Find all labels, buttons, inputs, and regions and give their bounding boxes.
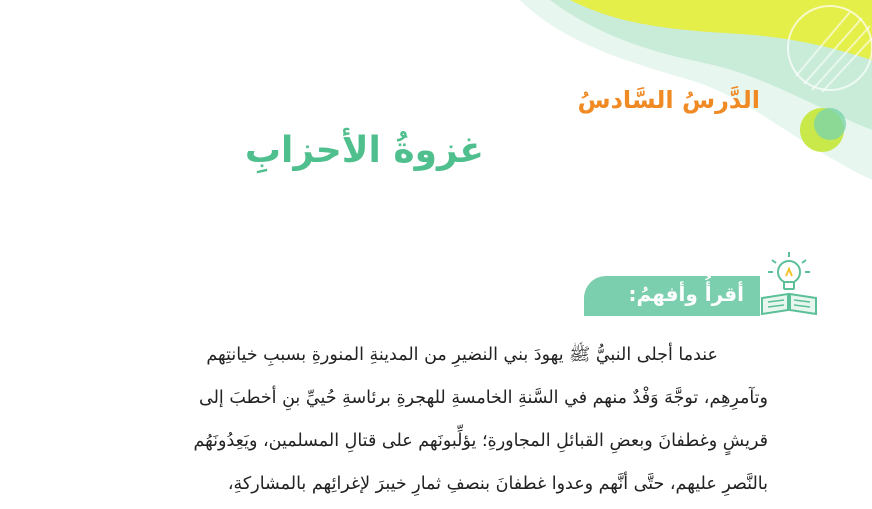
lightbulb-book-icon: [758, 248, 822, 318]
section-label: أقرأُ وأفهمُ:: [628, 282, 744, 306]
paragraph-line: قريشٍ وغطفانَ وبعضِ القبائلِ المجاورةِ؛ يؤلِّبونَهم على قتالِ المسلمين، ويَعِدُونَهُم: [193, 431, 768, 451]
paragraph-line: عندما أجلى النبيُّ ﷺ يهودَ بني النضيرِ من المدينةِ المنورةِ بسببِ خيانتِهم: [206, 345, 718, 365]
lesson-paragraph: [74, 334, 768, 506]
section-banner: [584, 276, 760, 316]
paragraph-line: وتآمرِهِم، توجَّهَ وَفْدٌ منهم في السَّنةِ الخامسةِ للهجرةِ برئاسةِ حُييِّ بنِ أخطبَ إلى: [198, 388, 768, 408]
lesson-title: غزوةُ الأحزابِ: [244, 130, 484, 171]
lesson-number: الدَّرسُ السَّادسُ: [577, 86, 760, 114]
paragraph-line: بالنَّصرِ عليهم، حتَّى أنَّهم وعدوا غطفانَ بنصفِ ثمارِ خيبرَ لإغرائِهم بالمشاركةِ،: [227, 474, 768, 494]
